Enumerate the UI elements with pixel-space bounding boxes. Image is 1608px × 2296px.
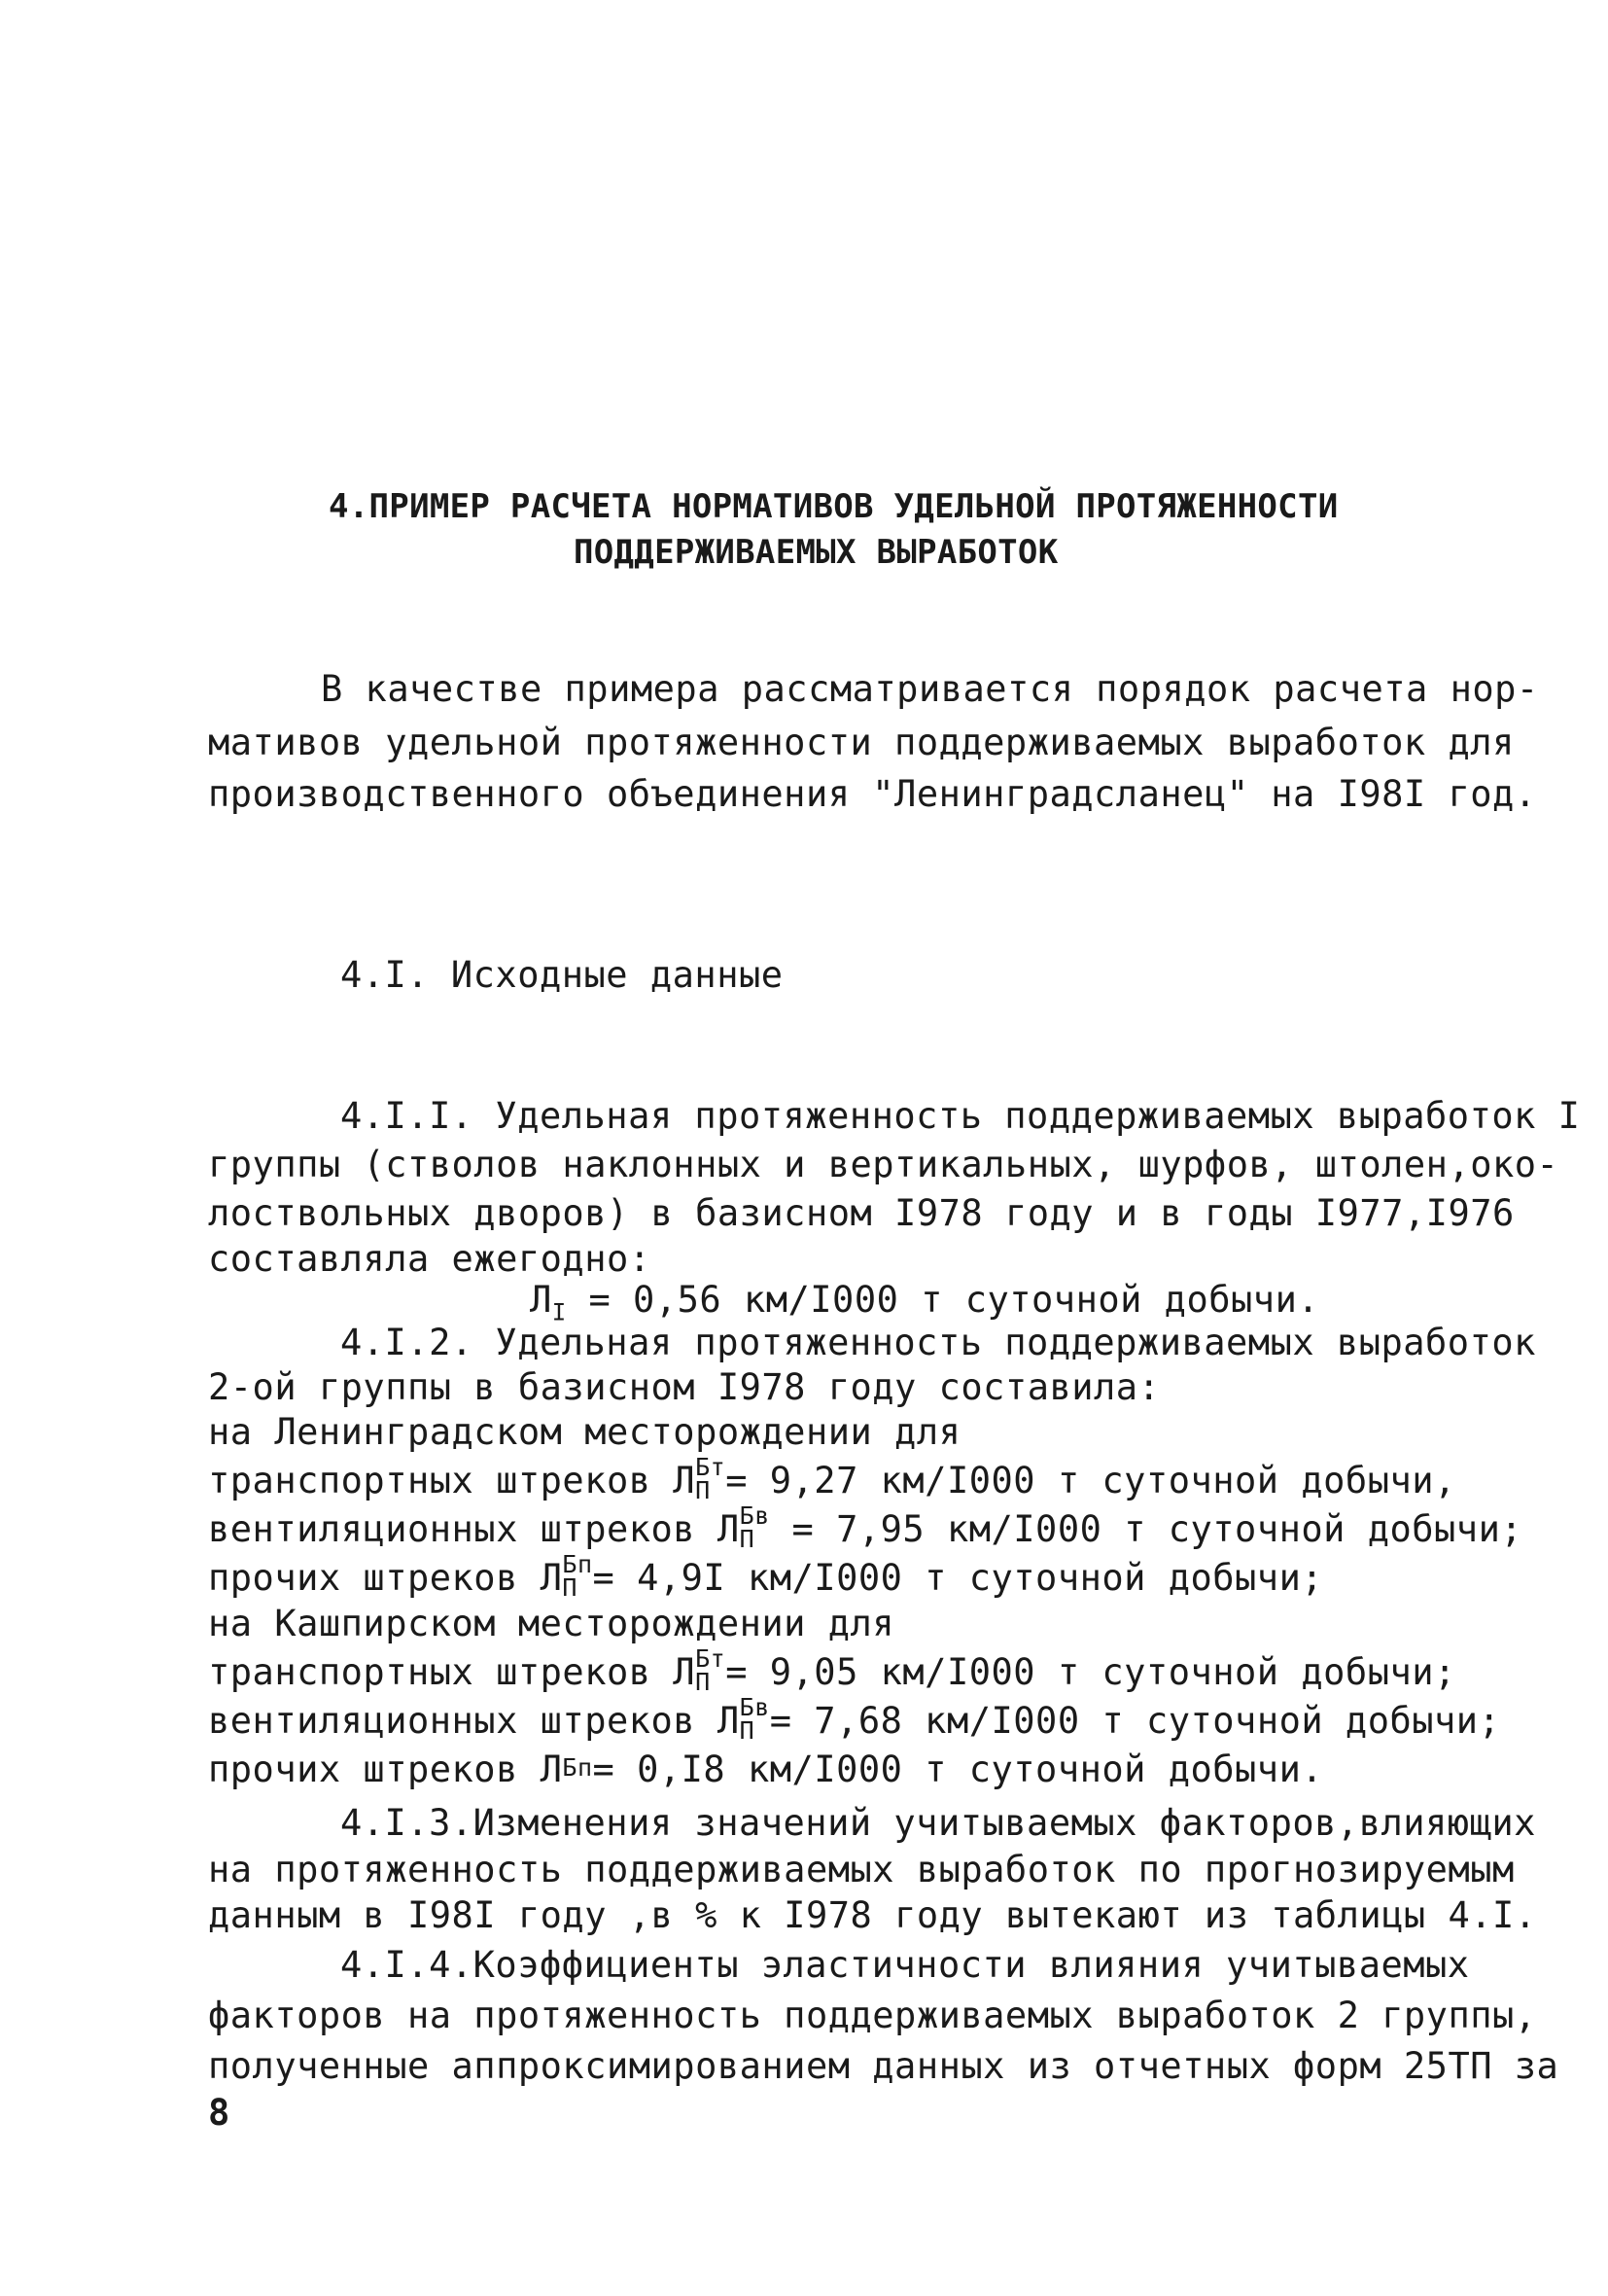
heading-line-2: ПОДДЕРЖИВАЕМЫХ ВЫРАБОТОК bbox=[574, 533, 1059, 572]
row-symbol: Л bbox=[717, 1700, 740, 1742]
row-label: вентиляционных штреков bbox=[208, 1700, 717, 1742]
deposit-kashpir: на Кашпирском месторождении для bbox=[208, 1603, 895, 1644]
row-label: транспортных штреков bbox=[208, 1651, 674, 1693]
leningrad-transport-row bbox=[208, 1452, 1456, 1506]
row-label: транспортных штреков bbox=[208, 1460, 674, 1501]
p411-line-4: составляла ежегодно: bbox=[208, 1238, 651, 1280]
leningrad-other-row bbox=[208, 1549, 1324, 1604]
row-symbol: Л bbox=[717, 1508, 740, 1550]
p412-line-2: 2-ой группы в базисном I978 году составила: bbox=[208, 1366, 1161, 1408]
row-symbol: Л bbox=[540, 1748, 563, 1790]
formula-l1-sub: I bbox=[551, 1298, 567, 1326]
row-label: прочих штреков bbox=[208, 1748, 541, 1790]
intro-line-3: производственного объединения "Ленинградсланец" на I98I год. bbox=[208, 773, 1537, 815]
p411-line-1: 4.I.I. Удельная протяженность поддерживаемых выработок I bbox=[340, 1095, 1581, 1137]
row-sup: Бп bbox=[562, 1752, 593, 1782]
formula-l1-symbol: Л bbox=[530, 1279, 552, 1321]
row-value: = 0,I8 км/I000 т суточной добычи. bbox=[592, 1748, 1324, 1790]
page-number: 8 bbox=[208, 2092, 230, 2134]
row-symbol: Л bbox=[673, 1651, 696, 1693]
row-symbol: Л bbox=[673, 1460, 696, 1501]
row-sup: Бв bbox=[739, 1692, 770, 1721]
row-value: = 7,95 км/I000 т суточной добычи; bbox=[769, 1508, 1523, 1550]
kashpir-ventilation-row bbox=[208, 1692, 1501, 1747]
row-value: = 9,05 км/I000 т суточной добычи; bbox=[725, 1651, 1456, 1693]
row-sub: П bbox=[695, 1667, 711, 1696]
row-value: = 7,68 км/I000 т суточной добычи; bbox=[769, 1700, 1501, 1742]
row-sub: П bbox=[739, 1715, 755, 1745]
formula-l1 bbox=[530, 1278, 1320, 1326]
row-sup: Бп bbox=[562, 1549, 593, 1578]
row-sup: Бт bbox=[695, 1452, 726, 1481]
deposit-leningrad: на Ленинградском месторождении для bbox=[208, 1411, 961, 1453]
section-heading-4-1: 4.I. Исходные данные bbox=[340, 954, 784, 996]
p414-line-3: полученные аппроксимированием данных из отчетных форм 25ТП за bbox=[208, 2045, 1559, 2087]
p412-line-1: 4.I.2. Удельная протяженность поддерживаемых выработок bbox=[340, 1322, 1536, 1363]
row-sub: П bbox=[695, 1475, 711, 1504]
row-sub: П bbox=[739, 1524, 755, 1553]
p413-line-2: на протяженность поддерживаемых выработок по прогнозируемым bbox=[208, 1849, 1515, 1890]
row-value: = 4,9I км/I000 т суточной добычи; bbox=[592, 1557, 1324, 1599]
kashpir-other-row bbox=[208, 1748, 1323, 1792]
kashpir-transport-row bbox=[208, 1643, 1456, 1698]
leningrad-ventilation-row bbox=[208, 1501, 1523, 1555]
p413-line-1: 4.I.3.Изменения значений учитываемых факторов,влияющих bbox=[340, 1802, 1536, 1844]
intro-line-2: мативов удельной протяженности поддерживаемых выработок для bbox=[208, 722, 1515, 763]
row-label: вентиляционных штреков bbox=[208, 1508, 717, 1550]
p411-line-3: лоствольных дворов) в базисном I978 году и в годы I977,I976 bbox=[208, 1192, 1515, 1234]
p413-line-3: данным в I98I году ,в % к I978 году вытекают из таблицы 4.I. bbox=[208, 1894, 1537, 1936]
formula-l1-rest: = 0,56 км/I000 т суточной добычи. bbox=[566, 1279, 1320, 1321]
p411-line-2: группы (стволов наклонных и вертикальных, шурфов, штолен,око- bbox=[208, 1144, 1559, 1185]
heading-line-1: 4.ПРИМЕР РАСЧЕТА НОРМАТИВОВ УДЕЛЬНОЙ ПРОТЯЖЕННОСТИ bbox=[329, 487, 1339, 526]
row-value: = 9,27 км/I000 т суточной добычи, bbox=[725, 1460, 1456, 1501]
row-label: прочих штреков bbox=[208, 1557, 541, 1599]
row-sup: Бв bbox=[739, 1501, 770, 1530]
p414-line-2: факторов на протяженность поддерживаемых выработок 2 группы, bbox=[208, 1995, 1537, 2036]
row-symbol: Л bbox=[540, 1557, 563, 1599]
p414-line-1: 4.I.4.Коэффициенты эластичности влияния учитываемых bbox=[340, 1944, 1470, 1986]
intro-line-1: В качестве примера рассматривается порядок расчета нор- bbox=[321, 668, 1539, 710]
row-sub: П bbox=[562, 1572, 577, 1602]
row-sup: Бт bbox=[695, 1643, 726, 1673]
